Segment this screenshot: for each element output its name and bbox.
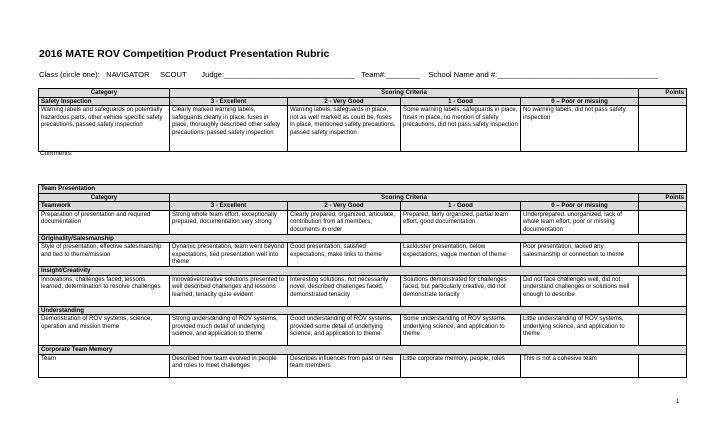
criteria-excellent: Dynamic presentation, team went beyond expectations, tied presentation well into theme — [170, 243, 288, 267]
table-row — [39, 210, 687, 234]
points-input[interactable] — [639, 354, 687, 377]
criteria-good: Some warning labels, safeguards in place, fuses in place, no mention of safety precautions, did not pass safety inspection — [401, 106, 521, 152]
level-poor: 0 – Poor or missing — [521, 97, 639, 106]
criteria-poor: Underprepared, unorganized, lack of whole team effort, poor or missing documentation — [521, 210, 639, 234]
table-row — [39, 354, 687, 377]
criteria-description: Team — [39, 354, 170, 377]
criteria-very-good: Describes influences from past or new team members — [288, 354, 401, 377]
criteria-description: Demonstration of ROV systems, science, operation and mission theme — [39, 315, 170, 346]
scoring-criteria-header: Scoring Criteria — [170, 89, 639, 98]
team-presentation-label: Team Presentation — [39, 185, 687, 194]
section-name: Teamwork — [39, 202, 170, 211]
criteria-good: Some understanding of ROV systems, underlying science, and application to theme — [401, 315, 521, 346]
criteria-description: Preparation of presentation and required documentation — [39, 210, 170, 234]
section-name: Insight/Creativity — [39, 266, 687, 275]
level-excellent: 3 - Excellent — [170, 97, 288, 106]
criteria-poor: Little understanding of ROV systems, underlying science, and application to theme — [521, 315, 639, 346]
section-name: Safety Inspection — [39, 97, 170, 106]
section-header-row — [39, 346, 687, 355]
criteria-description: Warning labels and safeguards on potentially hazardous parts, other vehicle specific safety precautions, passed safety inspection — [39, 106, 170, 152]
page-title: 2016 MATE ROV Competition Product Presentation Rubric — [39, 48, 330, 60]
section-header-row — [39, 234, 687, 243]
criteria-very-good: Good understanding of ROV systems, provided some detail of underlying science, and application to theme — [288, 315, 401, 346]
criteria-poor: Poor presentation, lacked any salesmanship or connection to theme — [521, 243, 639, 267]
criteria-good: Little corporate memory, people, roles — [401, 354, 521, 377]
table-row — [39, 106, 687, 152]
criteria-description: Style of presentation, effective salesmanship and tied to theme/mission — [39, 243, 170, 267]
criteria-excellent: Described how team evolved in people and roles to meet challenges — [170, 354, 288, 377]
level-very-good: 2 - Very Good — [288, 202, 401, 211]
team-presentation-table — [38, 184, 687, 378]
criteria-description: Innovations, challenges faced, lessons learned, determination to resolve challenges — [39, 275, 170, 306]
level-excellent: 3 - Excellent — [170, 202, 288, 211]
points-input[interactable] — [639, 106, 687, 152]
criteria-good: Prepared, fairly organized, partial team effort, good documentation — [401, 210, 521, 234]
level-header-row — [39, 202, 687, 211]
section-header-row — [39, 306, 687, 315]
criteria-poor: This is not a cohesive team — [521, 354, 639, 377]
points-input[interactable] — [639, 275, 687, 306]
section-name: Originality/Salesmanship — [39, 234, 687, 243]
safety-rubric-table — [38, 88, 687, 152]
table-row — [39, 275, 687, 306]
points-header: Points — [639, 89, 687, 98]
points-input[interactable] — [639, 315, 687, 346]
section-name: Corporate Team Memory — [39, 346, 687, 355]
category-header: Category — [39, 89, 170, 98]
criteria-good: Lackluster presentation, below expectations, vague mention of theme — [401, 243, 521, 267]
team-presentation-row — [39, 185, 687, 194]
level-header-row — [39, 97, 687, 106]
criteria-very-good: Clearly prepared, organized, articulate, contribution from all members, documents in order — [288, 210, 401, 234]
class-line: Class (circle one): NAVIGATOR SCOUT Judge:_______________________________ Team#:________ School Name and #:______________________________________ — [39, 70, 658, 79]
criteria-very-good: Warning labels, safeguards in place, not as well marked as could be, fuses in place, mentioned safety precautions, passed safety inspection — [288, 106, 401, 152]
level-good: 1 - Good — [401, 202, 521, 211]
section-name: Understanding — [39, 306, 687, 315]
points-cell — [639, 202, 687, 211]
comments-label: Comments: — [40, 150, 73, 157]
header-row — [39, 193, 687, 202]
level-poor: 0 – Poor or missing — [521, 202, 639, 211]
points-cell — [639, 97, 687, 106]
criteria-poor: Did not face challenges well, did not understand challenges or solutions well enough to describe — [521, 275, 639, 306]
points-input[interactable] — [639, 210, 687, 234]
criteria-excellent: Innovative/creative solutions presented to well described challenges and lessons learned, tenacity quite evident — [170, 275, 288, 306]
criteria-good: Solutions demonstrated for challenges faced, but particularly creative, did not demonstrate tenacity — [401, 275, 521, 306]
criteria-poor: No warning labels, did not pass safety inspection — [521, 106, 639, 152]
criteria-very-good: Interesting solutions, not necessarily novel, described challenges faced, demonstrated tenacity — [288, 275, 401, 306]
section-header-row — [39, 266, 687, 275]
header-row — [39, 89, 687, 98]
page-number: 1 — [676, 399, 680, 405]
category-header: Category — [39, 193, 170, 202]
criteria-excellent: Clearly marked warning labels, safeguards clearly in place, fuses in place, thoroughly described other safety precautions, passed safety inspection — [170, 106, 288, 152]
table-row — [39, 243, 687, 267]
criteria-very-good: Good presentation, satisfied expectations, make links to theme — [288, 243, 401, 267]
level-good: 1 - Good — [401, 97, 521, 106]
level-very-good: 2 - Very Good — [288, 97, 401, 106]
scoring-criteria-header: Scoring Criteria — [170, 193, 639, 202]
criteria-excellent: Strong understanding of ROV systems, provided much detail of underlying science, and application to theme — [170, 315, 288, 346]
table-row — [39, 315, 687, 346]
criteria-excellent: Strong whole team effort, exceptionally prepared, documentation very strong — [170, 210, 288, 234]
points-header: Points — [639, 193, 687, 202]
points-input[interactable] — [639, 243, 687, 267]
